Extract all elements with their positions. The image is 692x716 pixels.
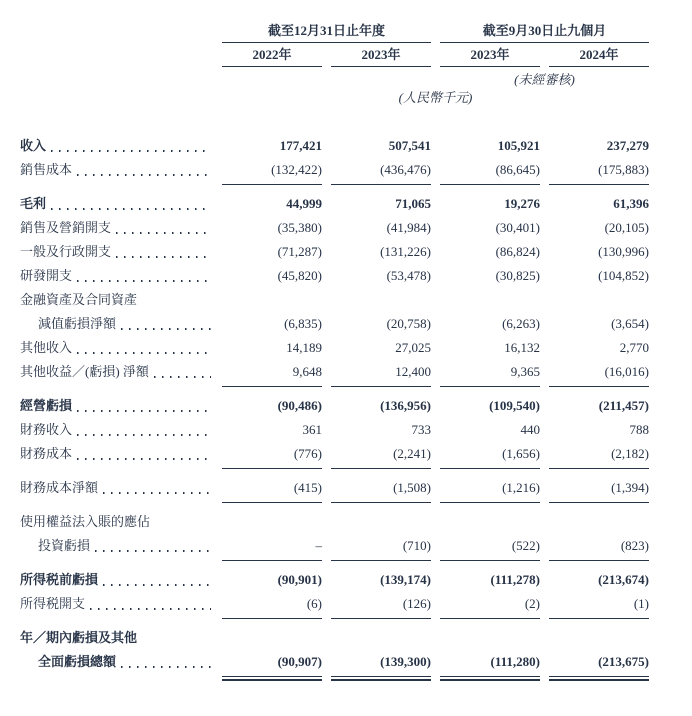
- value-cell: 237,279: [606, 138, 649, 153]
- dot-leader: [72, 264, 213, 288]
- row-revenue: [20, 134, 692, 158]
- value-cell: 61,396: [613, 196, 649, 211]
- value-cell: (90,486): [277, 398, 322, 413]
- rule-row: [20, 184, 692, 185]
- period-group-nine-months: 截至9月30日止九個月: [440, 22, 649, 43]
- row-finance-income: [20, 418, 692, 442]
- value-cell: (71,287): [277, 244, 322, 259]
- row-label-cell: [20, 264, 213, 288]
- currency-note-row: [20, 89, 692, 106]
- value-cell: (136,956): [380, 398, 431, 413]
- row-label: 收入: [20, 138, 47, 153]
- currency-note: (人民幣千元): [398, 90, 473, 105]
- row-gross-profit: [20, 192, 692, 216]
- rule-row: [20, 618, 692, 619]
- value-cell: 361: [302, 422, 322, 437]
- value-cell: (20,105): [604, 220, 649, 235]
- table-header-groups: [20, 22, 692, 43]
- row-label-cell: [20, 192, 213, 216]
- value-cell: (1,656): [502, 446, 540, 461]
- row-finance-costs-net: [20, 476, 692, 500]
- row-rd-expenses: [20, 264, 692, 288]
- value-cell: (175,883): [598, 162, 649, 177]
- value-cell: (1,216): [502, 480, 540, 495]
- row-cost-of-sales: [20, 158, 692, 182]
- value-cell: 733: [411, 422, 431, 437]
- row-label: 使用權益法入賬的應佔: [20, 514, 151, 529]
- row-label: 其他收入: [20, 340, 73, 355]
- dot-leader: [98, 568, 213, 592]
- row-impairment-losses-net: [20, 312, 692, 336]
- dot-leader: [72, 394, 213, 418]
- value-cell: (111,280): [490, 654, 540, 669]
- value-cell: (20,758): [386, 316, 431, 331]
- row-label: 毛利: [20, 196, 47, 211]
- dot-leader: [72, 442, 213, 466]
- value-cell: (109,540): [489, 398, 540, 413]
- value-cell: (1,508): [393, 480, 431, 495]
- row-label: 投資虧損: [38, 538, 91, 553]
- value-cell: 177,421: [279, 138, 322, 153]
- row-share-of-investment-loss: [20, 534, 692, 558]
- dot-leader: [111, 216, 213, 240]
- row-income-tax-expense: [20, 592, 692, 616]
- row-label-cell: [20, 592, 213, 616]
- value-cell: (41,984): [386, 220, 431, 235]
- value-cell: 16,132: [504, 340, 540, 355]
- dot-leader: [72, 336, 213, 360]
- value-cell: (3,654): [611, 316, 649, 331]
- value-cell: (139,174): [380, 572, 431, 587]
- value-cell: (2): [524, 596, 540, 611]
- value-cell: (710): [402, 538, 431, 553]
- row-label-cell: [20, 158, 213, 182]
- value-cell: 44,999: [286, 196, 322, 211]
- row-label-cell: [20, 650, 213, 674]
- year-column-2022: 2022年: [222, 46, 322, 67]
- row-label-cell: [20, 442, 213, 466]
- value-cell: (53,478): [386, 268, 431, 283]
- value-cell: (130,996): [598, 244, 649, 259]
- row-label: 財務收入: [20, 422, 73, 437]
- row-label-cell: [20, 534, 213, 558]
- income-statement-table: [20, 134, 692, 681]
- value-cell: (1,394): [611, 480, 649, 495]
- value-cell: (30,401): [495, 220, 540, 235]
- row-label-cell: [20, 418, 213, 442]
- value-cell: (436,476): [380, 162, 431, 177]
- value-cell: 19,276: [504, 196, 540, 211]
- table-header-years: [20, 46, 692, 67]
- row-total-comprehensive-loss-label: [20, 626, 692, 650]
- dot-leader: [116, 650, 213, 674]
- value-cell: (213,674): [598, 572, 649, 587]
- value-cell: (104,852): [598, 268, 649, 283]
- value-cell: (6,263): [502, 316, 540, 331]
- value-cell: (16,016): [604, 364, 649, 379]
- row-total-comprehensive-loss: [20, 650, 692, 674]
- row-label: 金融資產及合同資產: [20, 292, 138, 307]
- row-label: 銷售及營銷開支: [20, 220, 112, 235]
- row-label: 一般及行政開支: [20, 244, 112, 259]
- value-cell: 71,065: [395, 196, 431, 211]
- value-cell: (35,380): [277, 220, 322, 235]
- value-cell: 14,189: [286, 340, 322, 355]
- value-cell: 2,770: [619, 340, 649, 355]
- value-cell: 788: [629, 422, 649, 437]
- value-cell: (522): [511, 538, 540, 553]
- row-finance-costs: [20, 442, 692, 466]
- value-cell: (2,241): [393, 446, 431, 461]
- row-label: 研發開支: [20, 268, 73, 283]
- value-cell: (2,182): [611, 446, 649, 461]
- value-cell: (213,675): [598, 654, 649, 669]
- value-cell: (132,422): [271, 162, 322, 177]
- value-cell: 9,648: [292, 364, 322, 379]
- dot-leader: [46, 192, 213, 216]
- value-cell: 507,541: [388, 138, 431, 153]
- dot-leader: [149, 360, 213, 384]
- year-column-2024: 2024年: [549, 46, 649, 67]
- row-label: 銷售成本: [20, 162, 73, 177]
- value-cell: (139,300): [380, 654, 431, 669]
- row-label-cell: [20, 510, 213, 534]
- row-label-cell: [20, 394, 213, 418]
- row-label-cell: [20, 288, 213, 312]
- value-cell: 440: [520, 422, 540, 437]
- value-cell: 27,025: [395, 340, 431, 355]
- row-impairment-losses-label: [20, 288, 692, 312]
- value-cell: (131,226): [380, 244, 431, 259]
- value-cell: (86,645): [495, 162, 540, 177]
- row-label-cell: [20, 240, 213, 264]
- value-cell: (776): [293, 446, 322, 461]
- row-general-admin-expenses: [20, 240, 692, 264]
- value-cell: 9,365: [510, 364, 540, 379]
- value-cell: 105,921: [497, 138, 540, 153]
- row-operating-loss: [20, 394, 692, 418]
- rule-row: [20, 560, 692, 561]
- dot-leader: [116, 312, 213, 336]
- dot-leader: [111, 240, 213, 264]
- dot-leader: [72, 158, 213, 182]
- unaudited-note-row: [20, 71, 692, 88]
- value-cell: (30,825): [495, 268, 540, 283]
- row-label: 財務成本淨額: [20, 480, 99, 495]
- value-cell: (823): [620, 538, 649, 553]
- row-label: 減值虧損淨額: [38, 316, 117, 331]
- rule-row: [20, 468, 692, 469]
- row-label-cell: [20, 360, 213, 384]
- value-cell: (1): [633, 596, 649, 611]
- value-cell: (45,820): [277, 268, 322, 283]
- row-other-gains-losses-net: [20, 360, 692, 384]
- row-label: 全面虧損總額: [38, 654, 117, 669]
- value-cell: –: [315, 538, 322, 553]
- period-group-annual: 截至12月31日止年度: [222, 22, 431, 43]
- row-selling-marketing-expenses: [20, 216, 692, 240]
- value-cell: (111,278): [490, 572, 540, 587]
- value-cell: 12,400: [395, 364, 431, 379]
- dot-leader: [46, 134, 213, 158]
- value-cell: (6): [306, 596, 322, 611]
- row-loss-before-income-tax: [20, 568, 692, 592]
- row-label: 財務成本: [20, 446, 73, 461]
- value-cell: (90,907): [277, 654, 322, 669]
- double-rule-row: [20, 676, 692, 681]
- row-label-cell: [20, 134, 213, 158]
- row-label-cell: [20, 476, 213, 500]
- row-label-cell: [20, 626, 213, 650]
- rule-row: [20, 386, 692, 387]
- year-column-2023-nine-months: 2023年: [440, 46, 540, 67]
- row-other-income: [20, 336, 692, 360]
- value-cell: (211,457): [598, 398, 649, 413]
- row-label-cell: [20, 336, 213, 360]
- dot-leader: [85, 592, 213, 616]
- row-label: 所得税開支: [20, 596, 86, 611]
- row-label-cell: [20, 312, 213, 336]
- value-cell: (86,824): [495, 244, 540, 259]
- row-label-cell: [20, 216, 213, 240]
- dot-leader: [98, 476, 213, 500]
- dot-leader: [90, 534, 213, 558]
- row-label: 經營虧損: [20, 398, 73, 413]
- dot-leader: [72, 418, 213, 442]
- unaudited-note: (未經審核): [514, 72, 575, 87]
- row-label: 其他收益／(虧損) 淨額: [20, 364, 149, 379]
- value-cell: (6,835): [284, 316, 322, 331]
- value-cell: (415): [293, 480, 322, 495]
- value-cell: (90,901): [277, 572, 322, 587]
- row-label: 年／期內虧損及其他: [20, 630, 138, 645]
- value-cell: (126): [402, 596, 431, 611]
- row-label: 所得税前虧損: [20, 572, 99, 587]
- row-equity-method-label: [20, 510, 692, 534]
- row-label-cell: [20, 568, 213, 592]
- year-column-2023-annual: 2023年: [331, 46, 431, 67]
- rule-row: [20, 502, 692, 503]
